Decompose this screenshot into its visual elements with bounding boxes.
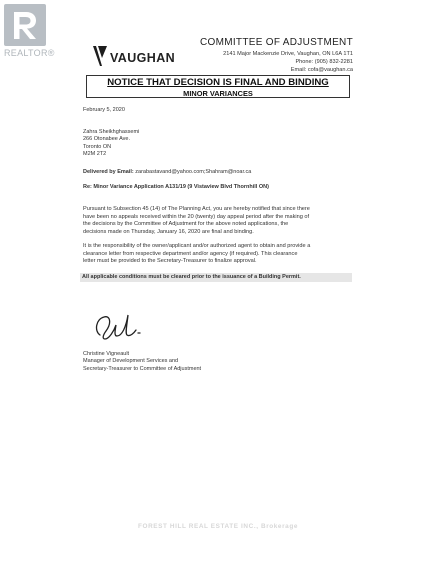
- vaughan-logo: [92, 44, 182, 70]
- realtor-logo: [0, 0, 58, 62]
- realtor-label: REALTOR: [4, 48, 48, 58]
- vaughan-v-icon: [92, 44, 110, 68]
- brokerage-watermark: FOREST HILL REAL ESTATE INC., Brokerage: [138, 523, 298, 530]
- paragraph-line: letter must be provided to the Secretary-Treasurer to finalize approval.: [83, 258, 257, 265]
- letter-date: February 5, 2020: [83, 107, 125, 113]
- conditions-notice: All applicable conditions must be cleared prior to the issuance of a Building Permit.: [80, 273, 352, 282]
- paragraph-line: decisions made on Thursday, January 16, 2020 are final and binding.: [83, 228, 254, 235]
- paragraph-line: It is the responsibility of the owner/applicant and/or authorized agent to obtain and provide a: [83, 243, 311, 249]
- signature-name: Christine Vigneault: [83, 351, 130, 357]
- recipient-street: 266 Otonabee Ave.: [83, 136, 130, 143]
- signature-title-line-1: Manager of Development Services and: [83, 358, 179, 365]
- signature-block: [83, 351, 201, 373]
- delivered-line: [83, 169, 251, 176]
- paragraph-line: Pursuant to Subsection 45 (14) of The Planning Act, you are hereby notified that since there: [83, 206, 310, 212]
- notice-title: NOTICE THAT DECISION IS FINAL AND BINDING: [107, 77, 329, 88]
- vaughan-wordmark: VAUGHAN: [110, 51, 176, 65]
- recipient-city: Toronto ON: [83, 143, 112, 150]
- committee-email: Email: cofa@vaughan.ca: [290, 67, 353, 73]
- handwritten-signature: [92, 309, 152, 345]
- signature-title-line-2: Secretary-Treasurer to Committee of Adjustment: [83, 365, 202, 372]
- committee-title: COMMITTEE OF ADJUSTMENT: [199, 37, 353, 48]
- paragraph-appeal: [83, 206, 358, 236]
- paragraph-clearance: [83, 243, 358, 266]
- paragraph-line: have been no appeals received within the 20 (twenty) day appeal period after the making of: [83, 213, 310, 220]
- committee-address: 2141 Major Mackenzie Drive, Vaughan, ON L6A 1T1: [223, 51, 353, 57]
- recipient-postal: M2M 2T2: [83, 151, 107, 158]
- recipient-block: [83, 129, 139, 159]
- delivered-label: Delivered by Email:: [83, 169, 134, 175]
- delivered-emails: zarabastavand@yahoo.com;Shahram@noar.ca: [135, 169, 252, 175]
- paragraph-line: the decisions by the Committee of Adjustment for the above noted applications, the: [83, 221, 289, 228]
- paragraph-line: clearance letter from respective department and/or agency (if required). This clearance: [83, 250, 298, 257]
- notice-subtitle: MINOR VARIANCES: [183, 89, 253, 98]
- recipient-name: Zahra Sheikhghassemi: [83, 129, 140, 135]
- committee-phone: Phone: (905) 832-2281: [295, 59, 353, 65]
- re-line: Re: Minor Variance Application A131/19 (9 Vistaview Blvd Thornhill ON): [83, 184, 269, 190]
- realtor-r-icon: [4, 4, 46, 46]
- realtor-registered-mark: ®: [47, 48, 55, 58]
